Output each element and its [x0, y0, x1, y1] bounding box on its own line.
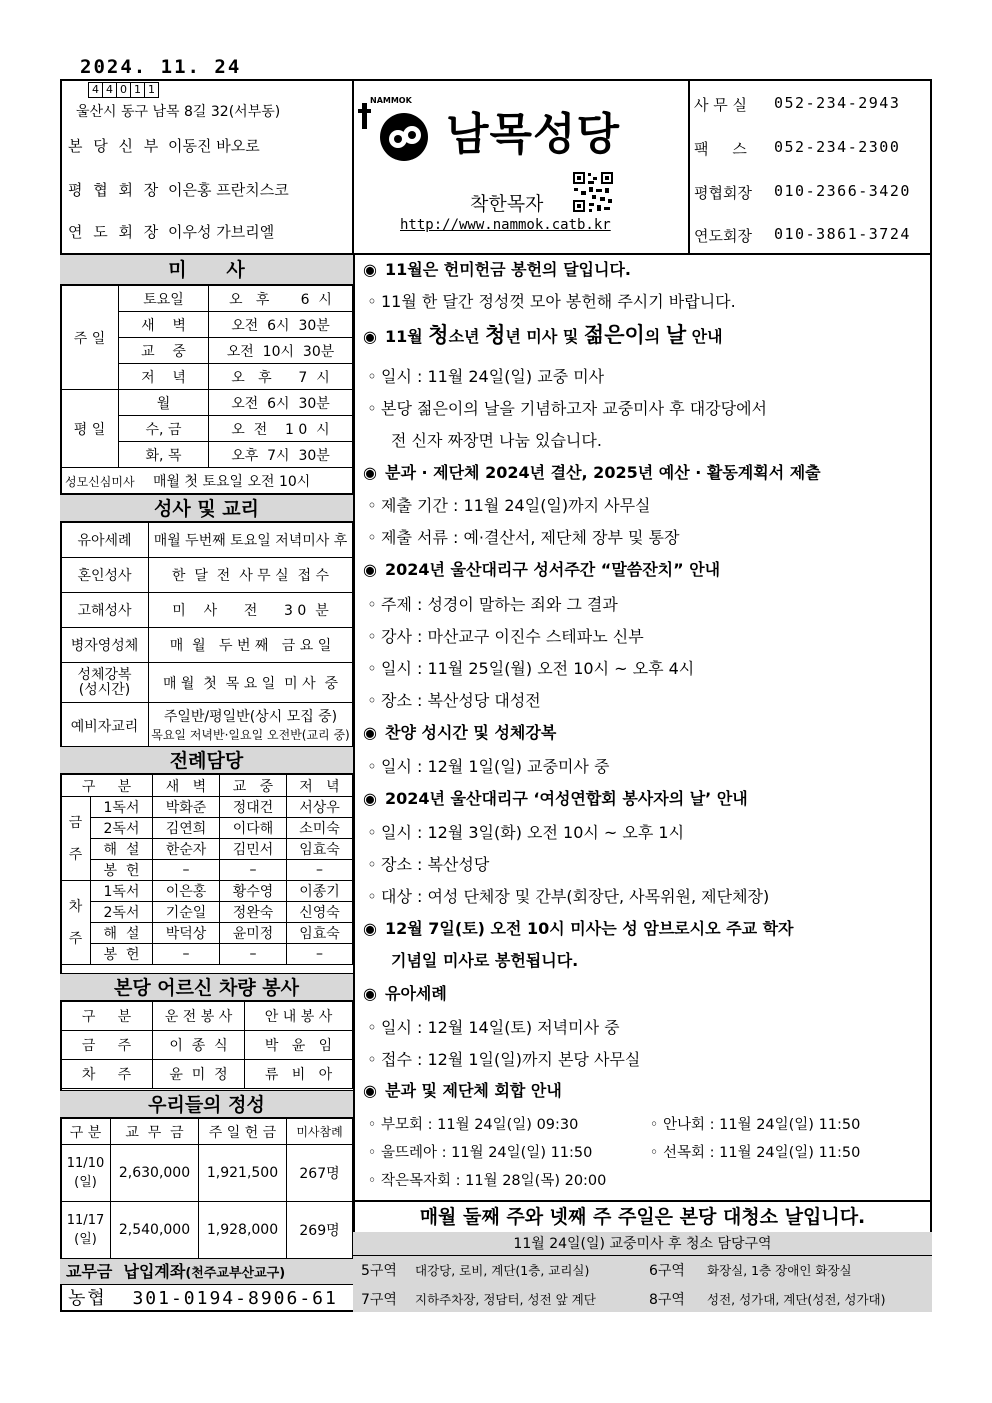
zip-digit: 1	[130, 82, 145, 98]
notice-6-detail	[363, 852, 489, 875]
role: 1독서	[91, 797, 153, 818]
minister: 임효숙	[287, 839, 353, 860]
notice-title-part: 날	[665, 323, 687, 347]
notice-9	[363, 1078, 562, 1101]
notice-6-detail	[363, 884, 769, 907]
dot-icon: ◦	[367, 659, 377, 678]
label: 연 도 회 장	[68, 223, 162, 241]
website-link[interactable]: http://www.nammok.catb.kr	[400, 217, 611, 233]
meeting-text: 안나회 : 11월 24일(일) 11:50	[663, 1117, 861, 1133]
offering-date: 11/17 (일)	[61, 1202, 111, 1259]
bullet-icon: ◉	[363, 723, 377, 742]
col-head: 구 분	[61, 775, 153, 797]
label: 사 무 실	[694, 96, 748, 114]
dot-icon: ◦	[367, 887, 377, 906]
role: 1독서	[91, 881, 153, 902]
offering-table	[60, 1118, 353, 1259]
notice-2	[363, 319, 723, 349]
sacrament-schedule: 매 월 첫 목 요 일 미 사 중	[149, 663, 353, 703]
sacrament-name: 고해성사	[61, 593, 149, 628]
dot-icon: ◦	[367, 1018, 377, 1037]
minister: 정완숙	[220, 902, 287, 923]
attendance: 267명	[287, 1145, 353, 1202]
notice-1	[363, 257, 631, 280]
minister: 소미숙	[287, 818, 353, 839]
driver: 윤 미 정	[153, 1060, 245, 1089]
church-en-name: NAMMOK	[370, 96, 412, 105]
vehicle-table	[60, 1001, 353, 1089]
sunday-label: 주 일	[61, 286, 119, 390]
bullet-icon: ◉	[363, 560, 377, 579]
sacrament-name: 혼인성사	[61, 558, 149, 593]
notice-text: 제출 서류 : 예·결산서, 제단체 장부 및 통장	[381, 528, 680, 547]
notice-title-part: 젊은이	[583, 323, 645, 347]
motto: 착한목자	[470, 193, 544, 215]
bullet-icon: ◉	[363, 463, 377, 482]
dot-icon: ◦	[367, 823, 377, 842]
bullet-icon: ◉	[363, 919, 377, 938]
sacrament-schedule: 매 월 두 번 째 금 요 일	[149, 628, 353, 663]
contact-row	[694, 182, 911, 203]
label: 평 협 회 장	[68, 181, 162, 199]
notice-4-detail	[363, 656, 694, 679]
notice-text: 주제 : 성경이 말하는 죄와 그 결과	[381, 595, 618, 614]
column-divider	[353, 255, 355, 1312]
church-logo	[358, 95, 620, 165]
minister: –	[153, 860, 220, 881]
zone-number: 5구역	[361, 1263, 397, 1279]
dot-icon: ◦	[367, 691, 377, 710]
meeting-item	[645, 1141, 860, 1162]
zone-number: 8구역	[649, 1292, 685, 1308]
minister: 이은홍	[153, 881, 220, 902]
notice-title: 2024년 울산대리구 성서주간 “말씀잔치” 안내	[385, 560, 721, 579]
notice-title: 2024년 울산대리구 ‘여성연합회 봉사자의 날’ 안내	[385, 789, 748, 808]
notice-title: 찬양 성시간 및 성체강복	[385, 723, 557, 742]
guide: 박 윤 임	[245, 1031, 353, 1060]
notice-7	[363, 916, 794, 939]
notice-text: 제출 기간 : 11월 24일(일)까지 사무실	[381, 496, 651, 515]
minister: 이종기	[287, 881, 353, 902]
cleaning-subtitle: 11월 24일(일) 교중미사 후 청소 담당구역	[353, 1232, 932, 1256]
minister: 신영숙	[287, 902, 353, 923]
dot-icon: ◦	[367, 757, 377, 776]
bullet-icon: ◉	[363, 984, 377, 1003]
sacrament-name: 예비자교리	[61, 703, 149, 749]
label: 평협회장	[694, 184, 752, 202]
phone: 010-2366-3420	[774, 182, 911, 200]
minister: 이다해	[220, 818, 287, 839]
mass-day: 토요일	[119, 286, 209, 312]
notice-title: 분과 · 제단체 2024년 결산, 2025년 예산 · 활동계획서 제출	[385, 463, 821, 482]
mass-day: 화, 목	[119, 442, 209, 468]
role: 봉 헌	[91, 944, 153, 965]
dot-icon: ◦	[367, 367, 377, 386]
week-label: 차 주	[61, 881, 91, 965]
meeting-item	[363, 1113, 578, 1134]
notice-5-detail	[363, 754, 609, 777]
minister: 김민서	[220, 839, 287, 860]
notice-title: 분과 및 제단체 회합 안내	[385, 1081, 562, 1100]
mass-time: 오 전 1 0 시	[209, 416, 353, 442]
notice-title-part: 소년	[448, 327, 486, 346]
week-label: 금 주	[61, 797, 91, 881]
sacrament-schedule: 매월 두번째 토요일 저녁미사 후	[149, 523, 353, 558]
dot-icon: ◦	[367, 528, 377, 547]
notice-4	[363, 557, 720, 580]
meeting-item	[363, 1169, 606, 1190]
sacrament-table	[60, 522, 353, 749]
notice-3-detail	[363, 493, 651, 516]
minister: 김연희	[153, 818, 220, 839]
role: 봉 헌	[91, 860, 153, 881]
meeting-text: 부모회 : 11월 24일(일) 09:30	[381, 1117, 579, 1133]
mass-day: 새 벽	[119, 312, 209, 338]
zip-code	[88, 82, 158, 98]
notice-title-part: 년 미사 및	[505, 327, 584, 346]
marian-mass-label: 성모신심미사	[65, 474, 135, 489]
col-head: 새 벽	[153, 775, 220, 797]
dot-icon: ◦	[367, 1173, 377, 1189]
bullet-icon: ◉	[363, 327, 377, 346]
notice-title-part: 11월	[385, 327, 429, 346]
col-head: 교 중	[220, 775, 287, 797]
zone-item	[361, 1289, 596, 1309]
notice-title-part: 청	[428, 323, 449, 347]
notice-title-part: 청	[485, 323, 506, 347]
minister: 한순자	[153, 839, 220, 860]
minister: –	[220, 860, 287, 881]
notice-3	[363, 460, 821, 483]
liturgy-table	[60, 774, 353, 965]
sacrament-section-title: 성사 및 교리	[60, 494, 353, 522]
zone-desc: 지하주차장, 정담터, 성전 앞 계단	[415, 1292, 596, 1307]
mass-time: 오 후 6 시	[209, 286, 353, 312]
notice-title-part: 의	[644, 327, 666, 346]
meeting-text: 울뜨레아 : 11월 24일(일) 11:50	[381, 1145, 593, 1161]
dot-icon: ◦	[367, 595, 377, 614]
zone-item	[649, 1289, 886, 1309]
meeting-item	[645, 1113, 860, 1134]
minister: 박화준	[153, 797, 220, 818]
notice-6	[363, 786, 748, 809]
dues: 2,630,000	[111, 1145, 199, 1202]
meeting-item	[363, 1141, 592, 1162]
dot-icon: ◦	[367, 627, 377, 646]
minister: 기순일	[153, 902, 220, 923]
notice-text: 일시 : 11월 24일(일) 교중 미사	[381, 367, 605, 386]
minister: 황수영	[220, 881, 287, 902]
notice-8	[363, 981, 447, 1004]
bullet-icon: ◉	[363, 1081, 377, 1100]
notice-title-part: 안내	[686, 327, 723, 346]
notice-5	[363, 720, 556, 743]
contact-row	[694, 138, 900, 159]
dot-icon: ◦	[367, 855, 377, 874]
notice-2-detail	[363, 364, 604, 387]
mass-table	[60, 285, 353, 494]
notice-7-line-2: 기념일 미사로 봉헌됩니다.	[391, 951, 579, 970]
col-head: 주 일 헌 금	[199, 1119, 287, 1145]
notice-text: 일시 : 12월 1일(일) 교중미사 중	[381, 757, 610, 776]
zip-digit: 1	[144, 82, 159, 98]
zone-item	[361, 1260, 589, 1280]
bank-account: 농협 301-0194-8906-61	[68, 1288, 338, 1309]
dot-icon: ◦	[649, 1117, 659, 1133]
dot-icon: ◦	[367, 496, 377, 515]
yeondo-row	[68, 221, 274, 242]
zip-digit: 0	[116, 82, 131, 98]
catechumen-schedule: 주일반/평일반(상시 모집 중)	[163, 708, 338, 725]
notice-text: 본당 젊은이의 날을 기념하고자 교중미사 후 대강당에서	[381, 399, 768, 418]
notice-text: 장소 : 복산성당 대성전	[381, 691, 541, 710]
notice-title: 12월 7일(토) 오전 10시 미사는 성 암브로시오 주교 학자	[385, 919, 794, 938]
meeting-text: 선목회 : 11월 24일(일) 11:50	[663, 1145, 861, 1161]
phone: 052-234-2943	[774, 94, 901, 112]
notice-6-detail	[363, 820, 684, 843]
minister: –	[287, 944, 353, 965]
notice-title: 유아세례	[385, 984, 447, 1003]
mass-time: 오전 10시 30분	[209, 338, 353, 364]
guide: 류 비 아	[245, 1060, 353, 1089]
account-diocese: (천주교부산교구)	[185, 1266, 286, 1281]
notice-4-detail	[363, 592, 618, 615]
account-title-bar	[60, 1258, 353, 1285]
minister: 정대건	[220, 797, 287, 818]
meeting-text: 작은목자회 : 11월 28일(목) 20:00	[381, 1173, 607, 1189]
attendance: 269명	[287, 1202, 353, 1259]
contact-row	[694, 225, 911, 246]
mass-day: 교 중	[119, 338, 209, 364]
col-head: 구 분	[61, 1119, 111, 1145]
minister: 서상우	[287, 797, 353, 818]
phone: 052-234-2300	[774, 138, 901, 156]
dues: 2,540,000	[111, 1202, 199, 1259]
sunday-collection: 1,928,000	[199, 1202, 287, 1259]
col-head: 구 분	[61, 1002, 153, 1031]
header-logo-area	[352, 79, 690, 253]
role: 2독서	[91, 902, 153, 923]
cleaning-section	[353, 1200, 932, 1312]
label: 본 당 신 부	[68, 137, 162, 155]
bullet-icon: ◉	[363, 789, 377, 808]
church-emblem-icon	[358, 95, 446, 165]
notice-3-detail	[363, 525, 679, 548]
week: 금 주	[61, 1031, 153, 1060]
zone-number: 6구역	[649, 1263, 685, 1279]
address: 울산시 동구 남목 8길 32(서부동)	[76, 104, 281, 120]
col-head: 안 내 봉 사	[245, 1002, 353, 1031]
minister: 윤미정	[220, 923, 287, 944]
issue-date: 2024. 11. 24	[80, 56, 242, 78]
notice-4-detail	[363, 624, 644, 647]
dot-icon: ◦	[649, 1145, 659, 1161]
council-row	[68, 179, 289, 200]
mass-section-title: 미 사	[60, 255, 353, 285]
notice-8-detail	[363, 1015, 620, 1038]
minister: 임효숙	[287, 923, 353, 944]
mass-time: 오 후 7 시	[209, 364, 353, 390]
liturgy-section-title: 전례담당	[60, 746, 353, 774]
header-contacts	[688, 79, 930, 253]
value: 이동진 바오로	[168, 137, 260, 155]
cleaning-title: 매월 둘째 주와 넷째 주 주일은 본당 대청소 날입니다.	[353, 1200, 932, 1232]
zip-digit: 4	[102, 82, 117, 98]
zone-number: 7구역	[361, 1292, 397, 1308]
role: 해 설	[91, 839, 153, 860]
header	[60, 79, 932, 255]
notice-text: 강사 : 마산교구 이진수 스테파노 신부	[381, 627, 644, 646]
zone-desc: 대강당, 로비, 계단(1층, 교리실)	[415, 1263, 590, 1278]
week: 차 주	[61, 1060, 153, 1089]
mass-time: 오후 7시 30분	[209, 442, 353, 468]
marian-mass-value: 매월 첫 토요일 오전 10시	[153, 473, 311, 490]
minister: –	[153, 944, 220, 965]
role: 2독서	[91, 818, 153, 839]
notice-text: 접수 : 12월 1일(일)까지 본당 사무실	[381, 1050, 641, 1069]
cleaning-zones	[353, 1256, 932, 1312]
mass-time: 오전 6시 30분	[209, 390, 353, 416]
zone-desc: 화장실, 1층 장애인 화장실	[707, 1263, 852, 1278]
notice-4-detail	[363, 688, 541, 711]
zip-digit: 4	[88, 82, 103, 98]
dot-icon: ◦	[367, 292, 377, 311]
offering-date: 11/10 (일)	[61, 1145, 111, 1202]
col-head: 저 녁	[287, 775, 353, 797]
role: 해 설	[91, 923, 153, 944]
dot-icon: ◦	[367, 399, 377, 418]
qr-code-icon[interactable]	[572, 171, 614, 213]
notice-2-detail	[363, 396, 767, 419]
account-title: 교무금 납입계좌	[66, 1262, 186, 1281]
notice-text: 일시 : 11월 25일(월) 오전 10시 ~ 오후 4시	[381, 659, 695, 678]
notice-text: 11월 한 달간 정성껏 모아 봉헌해 주시기 바랍니다.	[381, 292, 736, 311]
notice-text: 일시 : 12월 3일(화) 오전 10시 ~ 오후 1시	[381, 823, 685, 842]
col-head: 미사참례	[287, 1119, 353, 1145]
header-left	[60, 79, 354, 253]
notice-1-detail	[363, 289, 736, 312]
dot-icon: ◦	[367, 1050, 377, 1069]
notice-text: 장소 : 복산성당	[381, 855, 490, 874]
mass-time: 오전 6시 30분	[209, 312, 353, 338]
value: 이우성 가브리엘	[168, 223, 275, 241]
mass-day: 월	[119, 390, 209, 416]
offering-section-title: 우리들의 정성	[60, 1090, 353, 1118]
sacrament-name: 유아세례	[61, 523, 149, 558]
sacrament-schedule: 한 달 전 사 무 실 접 수	[149, 558, 353, 593]
sacrament-schedule: 미 사 전 3 0 분	[149, 593, 353, 628]
sunday-collection: 1,921,500	[199, 1145, 287, 1202]
sacrament-name: 성체강복 (성시간)	[61, 663, 149, 703]
sacrament-name: 병자영성체	[61, 628, 149, 663]
notice-8-detail	[363, 1047, 640, 1070]
value: 이은홍 프란치스코	[168, 181, 289, 199]
mass-day: 수, 금	[119, 416, 209, 442]
church-name: 남목성당	[446, 109, 621, 160]
dot-icon: ◦	[367, 1117, 377, 1133]
pastor-row	[68, 135, 260, 156]
notice-title: 11월은 헌미헌금 봉헌의 달입니다.	[385, 260, 631, 279]
zone-item	[649, 1260, 852, 1280]
contact-row	[694, 94, 900, 115]
zone-desc: 성전, 성가대, 계단(성전, 성가대)	[707, 1292, 886, 1307]
notice-2-detail: 전 신자 짜장면 나눔 있습니다.	[391, 431, 602, 450]
minister: –	[220, 944, 287, 965]
label: 연도회장	[694, 227, 752, 245]
label: 팩 스	[694, 140, 747, 158]
catechumen-schedule-2: 목요일 저녁반·일요일 오전반(교리 중)	[151, 727, 350, 742]
notice-text: 대상 : 여성 단체장 및 간부(회장단, 사목위원, 제단체장)	[381, 887, 770, 906]
minister: –	[287, 860, 353, 881]
col-head: 교 무 금	[111, 1119, 199, 1145]
bullet-icon: ◉	[363, 260, 377, 279]
notice-text: 일시 : 12월 14일(토) 저녁미사 중	[381, 1018, 620, 1037]
mass-day: 저 녁	[119, 364, 209, 390]
col-head: 운 전 봉 사	[153, 1002, 245, 1031]
vehicle-section-title: 본당 어르신 차량 봉사	[60, 973, 353, 1001]
driver: 이 종 식	[153, 1031, 245, 1060]
minister: 박덕상	[153, 923, 220, 944]
dot-icon: ◦	[367, 1145, 377, 1161]
weekday-label: 평 일	[61, 390, 119, 468]
phone: 010-3861-3724	[774, 225, 911, 243]
